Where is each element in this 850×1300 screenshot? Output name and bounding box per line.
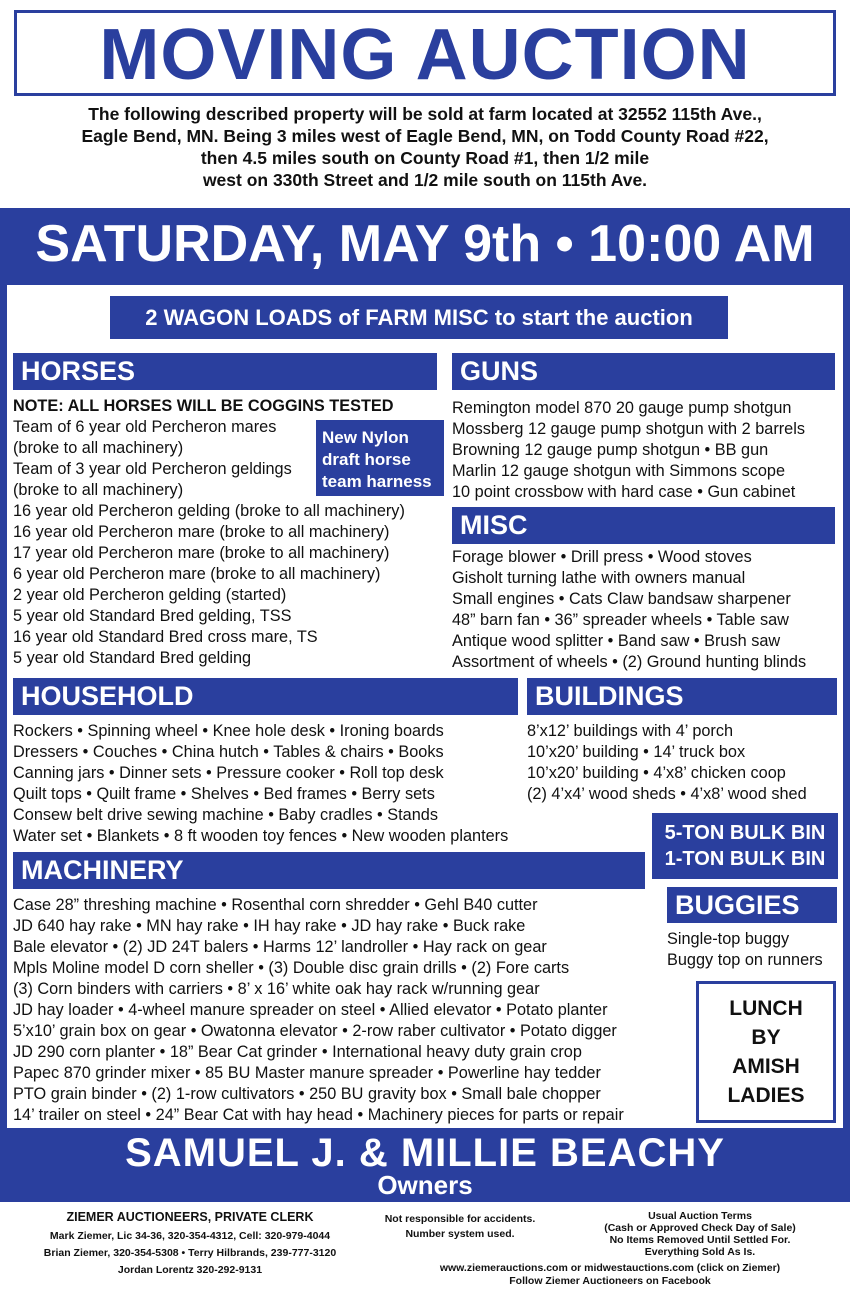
list-item: JD hay loader • 4-wheel manure spreader on steel • Allied elevator • Potato planter: [13, 1001, 608, 1019]
list-item: Small engines • Cats Claw bandsaw sharpener: [452, 590, 791, 608]
list-item: Team of 6 year old Percheron mares: [13, 418, 277, 436]
list-item: 10’x20’ building • 4’x8’ chicken coop: [527, 764, 786, 782]
terms-line: Everything Sold As Is.: [644, 1246, 756, 1258]
list-item: Bale elevator • (2) JD 24T balers • Harms 12’ landroller • Hay rack on gear: [13, 938, 547, 956]
clerk-title: ZIEMER AUCTIONEERS, PRIVATE CLERK: [66, 1210, 314, 1224]
list-item: Mossberg 12 gauge pump shotgun with 2 barrels: [452, 420, 805, 438]
list-item: 16 year old Percheron mare (broke to all machinery): [13, 523, 390, 541]
intro-line: The following described property will be sold at farm located at 32552 115th Ave.,: [88, 104, 762, 124]
terms-line: Usual Auction Terms: [648, 1210, 752, 1222]
list-item: 16 year old Standard Bred cross mare, TS: [13, 628, 318, 646]
list-item: Gisholt turning lathe with owners manual: [452, 569, 746, 587]
list-item: Consew belt drive sewing machine • Baby cradles • Stands: [13, 806, 438, 824]
horses-heading: HORSES: [13, 353, 437, 390]
list-item: JD 640 hay rake • MN hay rake • IH hay rake • JD hay rake • Buck rake: [13, 917, 526, 935]
guns-list: [452, 398, 805, 503]
list-item: Rockers • Spinning wheel • Knee hole desk • Ironing boards: [13, 722, 444, 740]
misc-list: [452, 547, 806, 673]
list-item: 2 year old Percheron gelding (started): [13, 586, 287, 604]
list-item: Forage blower • Drill press • Wood stoves: [452, 548, 752, 566]
list-item: 48” barn fan • 36” spreader wheels • Table saw: [452, 611, 789, 629]
lunch-line: AMISH: [732, 1055, 800, 1078]
list-item: 5’x10’ grain box on gear • Owatonna elevator • 2-row raber cultivator • Potato digger: [13, 1022, 617, 1040]
list-item: Canning jars • Dinner sets • Pressure cooker • Roll top desk: [13, 764, 444, 782]
bulk-bin-line: 5-TON BULK BIN: [664, 822, 826, 844]
owners-label: Owners: [377, 1170, 473, 1200]
list-item: Buggy top on runners: [667, 951, 823, 969]
bulk-bin-callout: [652, 813, 838, 879]
disclaimer-line: Not responsible for accidents.: [384, 1213, 536, 1225]
disclaimer: [365, 1212, 555, 1242]
website-link[interactable]: www.ziemerauctions.com or midwestauctions.com (click on Ziemer): [439, 1262, 781, 1274]
list-item: Browning 12 gauge pump shotgun • BB gun: [452, 441, 769, 459]
list-item: Case 28” threshing machine • Rosenthal corn shredder • Gehl B40 cutter: [13, 896, 538, 914]
facebook-link[interactable]: Follow Ziemer Auctioneers on Facebook: [509, 1275, 711, 1287]
intro-line: west on 330th Street and 1/2 mile south on 115th Ave.: [202, 170, 648, 190]
list-item: PTO grain binder • (2) 1-row cultivators • 250 BU gravity box • Small bale chopper: [13, 1085, 601, 1103]
intro-paragraph: [8, 103, 842, 191]
household-heading: HOUSEHOLD: [13, 678, 518, 715]
list-item: 8’x12’ buildings with 4’ porch: [527, 722, 734, 740]
clerk-contacts: [10, 1228, 370, 1279]
auction-terms: [560, 1210, 840, 1258]
intro-line: Eagle Bend, MN. Being 3 miles west of Eagle Bend, MN, on Todd County Road #22,: [81, 126, 769, 146]
list-item: Dressers • Couches • China hutch • Tables & chairs • Books: [13, 743, 444, 761]
intro-line: then 4.5 miles south on County Road #1, then 1/2 mile: [200, 148, 650, 168]
owners-name: SAMUEL J. & MILLIE BEACHY: [125, 1131, 725, 1175]
buggies-list: [667, 929, 823, 971]
list-item: Papec 870 grinder mixer • 85 BU Master manure spreader • Powerline hay tedder: [13, 1064, 601, 1082]
list-item: JD 290 corn planter • 18” Bear Cat grinder • International heavy duty grain crop: [13, 1043, 582, 1061]
list-item: 14’ trailer on steel • 24” Bear Cat with hay head • Machinery pieces for parts or repair: [13, 1106, 624, 1124]
list-item: 16 year old Percheron gelding (broke to all machinery): [13, 502, 405, 520]
list-item: 5 year old Standard Bred gelding, TSS: [13, 607, 292, 625]
terms-line: (Cash or Approved Check Day of Sale): [604, 1222, 796, 1234]
page-title: MOVING AUCTION: [99, 15, 751, 95]
clerk-line: Jordan Lorentz 320-292-9131: [117, 1264, 263, 1276]
list-item: (2) 4’x4’ wood sheds • 4’x8’ wood shed: [527, 785, 807, 803]
harness-line: New Nylon: [322, 428, 409, 447]
list-item: 10 point crossbow with hard case • Gun cabinet: [452, 483, 796, 501]
list-item: Marlin 12 gauge shotgun with Simmons scope: [452, 462, 786, 480]
machinery-heading: MACHINERY: [13, 852, 645, 889]
list-item: 6 year old Percheron mare (broke to all machinery): [13, 565, 381, 583]
buggies-heading: BUGGIES: [667, 887, 837, 923]
list-item: Mpls Moline model D corn sheller • (3) Double disc grain drills • (2) Fore carts: [13, 959, 570, 977]
sale-date: SATURDAY, MAY 9th • 10:00 AM: [35, 215, 815, 273]
harness-callout: [316, 420, 444, 496]
list-item: (broke to all machinery): [13, 481, 184, 499]
machinery-list: [13, 895, 624, 1126]
list-item: Team of 3 year old Percheron geldings: [13, 460, 292, 478]
list-item: 17 year old Percheron mare (broke to all machinery): [13, 544, 390, 562]
list-item: 5 year old Standard Bred gelding: [13, 649, 252, 667]
clerk-line: Mark Ziemer, Lic 34-36, 320-354-4312, Cell: 320-979-4044: [49, 1230, 331, 1242]
household-list: [13, 721, 508, 847]
lunch-line: BY: [751, 1026, 781, 1049]
misc-heading: MISC: [452, 507, 835, 544]
list-item: Quilt tops • Quilt frame • Shelves • Bed frames • Berry sets: [13, 785, 435, 803]
list-item: Remington model 870 20 gauge pump shotgun: [452, 399, 792, 417]
buildings-list: [527, 721, 807, 805]
lunch-line: LUNCH: [729, 997, 803, 1020]
title-box: [14, 10, 836, 96]
harness-line: team harness: [322, 472, 432, 491]
buildings-heading: BUILDINGS: [527, 678, 837, 715]
horses-note: NOTE: ALL HORSES WILL BE COGGINS TESTED: [13, 397, 394, 415]
bulk-bin-line: 1-TON BULK BIN: [664, 848, 826, 870]
lunch-line: LADIES: [727, 1084, 805, 1107]
list-item: (3) Corn binders with carriers • 8’ x 16’ white oak hay rack w/running gear: [13, 980, 540, 998]
list-item: Single-top buggy: [667, 930, 790, 948]
list-item: Water set • Blankets • 8 ft wooden toy fences • New wooden planters: [13, 827, 509, 845]
list-item: Assortment of wheels • (2) Ground hunting blinds: [452, 653, 807, 671]
wagon-banner: 2 WAGON LOADS of FARM MISC to start the auction: [110, 296, 728, 339]
terms-line: No Items Removed Until Settled For.: [609, 1234, 791, 1246]
lunch-callout: [696, 981, 836, 1123]
harness-line: draft horse: [322, 450, 411, 469]
list-item: 10’x20’ building • 14’ truck box: [527, 743, 746, 761]
list-item: (broke to all machinery): [13, 439, 184, 457]
clerk-line: Brian Ziemer, 320-354-5308 • Terry Hilbrands, 239-777-3120: [43, 1247, 337, 1259]
disclaimer-line: Number system used.: [405, 1228, 515, 1240]
guns-heading: GUNS: [452, 353, 835, 390]
list-item: Antique wood splitter • Band saw • Brush saw: [452, 632, 781, 650]
web-links: [380, 1262, 840, 1288]
